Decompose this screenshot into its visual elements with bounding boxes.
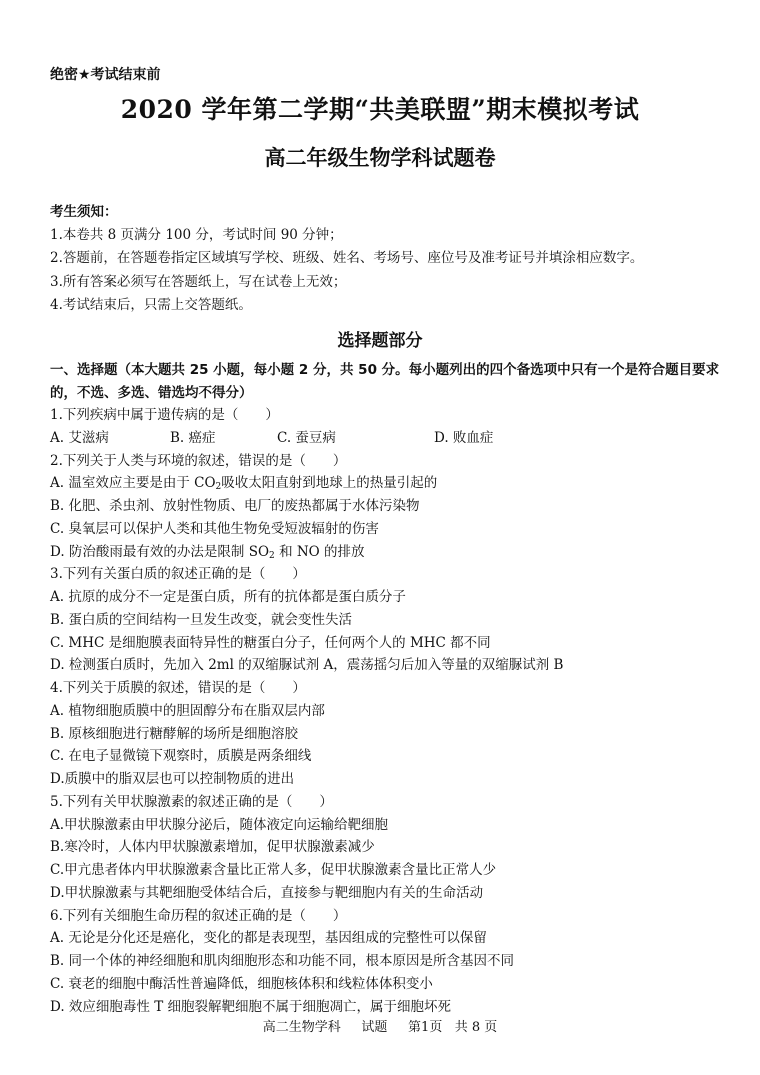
option: B. 原核细胞进行糖酵解的场所是细胞溶胶: [50, 725, 299, 742]
option: [50, 541, 730, 564]
option: D. 检测蛋白质时，先加入 2ml 的双缩脲试剂 A，震荡摇匀后加入等量的双缩脲试剂 B: [50, 657, 564, 674]
option-row: [50, 427, 730, 450]
option: A. 无论是分化还是癌化，变化的都是表现型，基因组成的完整性可以保留: [50, 930, 487, 947]
option: C.甲亢患者体内甲状腺激素含量比正常人多，促甲状腺激素含量比正常人少: [50, 862, 497, 878]
notice-heading: 考生须知：: [50, 204, 118, 220]
option: B. 癌症: [170, 429, 216, 446]
question-stem: 3.下列有关蛋白质的叙述正确的是（ ）: [50, 566, 306, 583]
option: A. 艾滋病: [50, 429, 109, 446]
option: [50, 472, 730, 495]
option: B. 蛋白质的空间结构一旦发生改变，就会变性失活: [50, 611, 353, 628]
option: D. 败血症: [434, 429, 494, 446]
notice-item: 1.本卷共 8 页满分 100 分，考试时间 90 分钟；: [50, 227, 343, 244]
option: C. 衰老的细胞中酶活性普遍降低，细胞核体积和线粒体体积变小: [50, 975, 433, 992]
option: C. 在电子显微镜下观察时，质膜是两条细线: [50, 748, 312, 765]
question-list: [50, 404, 730, 1018]
option-text: 和 NO 的排放: [274, 543, 365, 560]
option: D. 效应细胞毒性 T 细胞裂解靶细胞不属于细胞凋亡，属于细胞坏死: [50, 998, 452, 1015]
question-stem: 1.下列疾病中属于遗传病的是（ ）: [50, 407, 279, 423]
exam-subtitle: 高二年级生物学科试题卷: [264, 145, 496, 170]
subscript: 2: [215, 482, 222, 493]
option-text: A. 温室效应主要是由于 CO: [50, 475, 216, 492]
option: C. MHC 是细胞膜表面特异性的糖蛋白分子，任何两个人的 MHC 都不同: [50, 634, 491, 651]
option-text: D. 防治酸雨最有效的办法是限制 SO: [50, 543, 270, 560]
page-footer: 高二生物学科 试题 第1页 共 8 页: [262, 1020, 498, 1035]
subscript: 2: [269, 550, 275, 561]
question-stem: 2.下列关于人类与环境的叙述，错误的是（ ）: [50, 452, 347, 469]
option: D.甲状腺激素与其靶细胞受体结合后，直接参与靶细胞内有关的生命活动: [50, 884, 484, 901]
question-stem: 5.下列有关甲状腺激素的叙述正确的是（ ）: [50, 793, 333, 810]
option: D.质膜中的脂双层也可以控制物质的进出: [50, 771, 295, 787]
option: B.寒冷时，人体内甲状腺激素增加，促甲状腺激素减少: [50, 839, 375, 856]
question-stem: 4.下列关于质膜的叙述，错误的是（ ）: [50, 680, 306, 696]
option: A.甲状腺激素由甲状腺分泌后，随体液定向运输给靶细胞: [50, 816, 389, 833]
option: C. 蚕豆病: [277, 429, 336, 446]
option: B. 化肥、杀虫剂、放射性物质、电厂的废热都属于水体污染物: [50, 498, 420, 514]
option: C. 臭氧层可以保护人类和其他生物免受短波辐射的伤害: [50, 520, 379, 537]
notice-item: 2.答题前，在答题卷指定区域填写学校、班级、姓名、考场号、座位号及准考证号并填涂相应数字。: [50, 250, 644, 267]
option: B. 同一个体的神经细胞和肌肉细胞形态和功能不同，根本原因是所含基因不同: [50, 953, 515, 969]
option-text: 吸收太阳直射到地球上的热量引起的: [221, 475, 438, 492]
notice-item: 4.考试结束后，只需上交答题纸。: [50, 296, 252, 313]
notice-item: 3.所有答案必须写在答题纸上，写在试卷上无效；: [50, 273, 347, 290]
candidate-notice: [50, 201, 730, 317]
section-instruction: 一、选择题（本大题共 25 小题，每小题 2 分，共 50 分。每小题列出的四个备选项中只有一个是符合题目要求的，不选、多选、错选均不得分）: [50, 362, 720, 401]
section-title: 选择题部分: [337, 331, 423, 351]
question-stem: 6.下列有关细胞生命历程的叙述正确的是（ ）: [50, 907, 347, 924]
option: A. 植物细胞质膜中的胆固醇分布在脂双层内部: [50, 702, 325, 719]
option: A. 抗原的成分不一定是蛋白质，所有的抗体都是蛋白质分子: [50, 589, 406, 605]
exam-title: 2020 学年第二学期“共美联盟”期末模拟考试: [120, 95, 640, 124]
confidential-label: 绝密★考试结束前: [50, 67, 161, 83]
